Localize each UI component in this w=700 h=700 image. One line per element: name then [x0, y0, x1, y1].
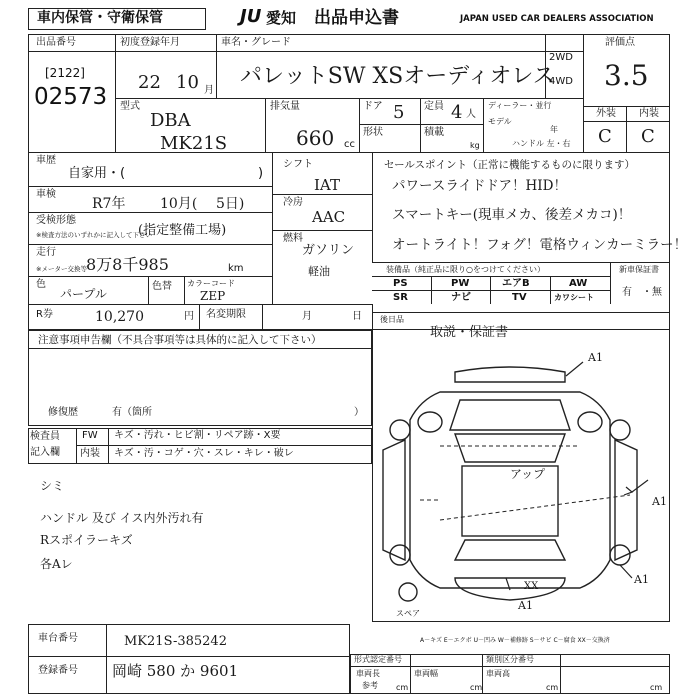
reception-value: (指定整備工場): [138, 223, 227, 238]
repair-value: 有（箇所: [112, 407, 152, 418]
mark-a1-top: A1: [588, 351, 603, 364]
inspector-row2-text: キズ・汚・コゲ・穴・スレ・キレ・破レ: [114, 448, 294, 459]
mark-a1-right: A1: [652, 495, 667, 508]
org-name: 愛知: [266, 9, 297, 27]
spare-label: スペア: [396, 609, 420, 618]
engine-label: 排気量: [270, 101, 300, 112]
repair-label: 修復歴: [48, 407, 78, 418]
lot-label: 出品番号: [36, 37, 76, 48]
exterior-label: 外装: [596, 108, 616, 119]
color-change-label: 色替: [152, 281, 172, 292]
equip-navi: ナビ: [451, 292, 471, 303]
dim-width: 車両幅: [414, 669, 438, 678]
model-code: MK21S: [160, 133, 228, 154]
lot-bracket: [2122]: [45, 66, 85, 80]
lot-number: 02573: [34, 84, 108, 110]
after-install-value: 取説・保証書: [430, 325, 509, 340]
dim-height: 車両高: [486, 669, 510, 678]
registration-year: 22: [138, 72, 161, 93]
fuel-gasoline: ガソリン: [302, 243, 355, 258]
reception-hint: ※検査方法のいずれかに記入して下さい: [36, 231, 152, 239]
mark-up: アップ: [510, 467, 546, 481]
shift-label: シフト: [283, 159, 313, 170]
plate-value: 岡崎 580 か 9601: [112, 662, 239, 680]
load-unit: kg: [470, 141, 480, 150]
dealer-label: ディーラー・並行: [488, 101, 552, 110]
inspection-era: R7年: [92, 196, 126, 212]
color-value: パープル: [60, 287, 107, 301]
equipment-label: 装備品（純正品に限り○をつけてください）: [386, 265, 545, 274]
color-code-label: カラーコード: [187, 279, 235, 288]
fuel-label: 燃料: [283, 233, 303, 244]
drive-2wd: 2WD: [549, 52, 573, 63]
capacity-value: 4: [451, 102, 463, 123]
mileage-label: 走行: [36, 247, 56, 258]
inspector-row1-head: FW: [82, 430, 98, 441]
dim-height-unit: cm: [546, 683, 559, 692]
dealer-model-unit: 年: [550, 125, 558, 134]
engine-value: 660: [296, 126, 335, 150]
doors-label: ドア: [363, 101, 383, 112]
warranty-yes: 有: [622, 287, 632, 298]
exterior-grade: C: [598, 126, 612, 147]
registration-label: 初度登録年月: [120, 37, 180, 48]
equip-ps: PS: [393, 278, 408, 289]
inspector-row2-head: 内装: [80, 448, 100, 459]
mileage-hint: ※メーター交換等: [36, 265, 87, 273]
inspector-label-1: 検査員: [30, 431, 60, 442]
note-line-4: 各Aレ: [40, 557, 73, 571]
ju-logo: JU: [240, 6, 262, 27]
org-english: JAPAN USED CAR DEALERS ASSOCIATION: [460, 14, 654, 24]
cooler-value: AAC: [312, 208, 346, 226]
equip-pw: PW: [451, 278, 470, 289]
car-name-label: 車名・グレード: [221, 37, 291, 48]
form-cert-label: 形式認定番号: [354, 655, 402, 664]
doors-value: 5: [393, 102, 405, 123]
inspection-month: 10月(: [160, 196, 198, 212]
class-no-label: 類別区分番号: [486, 655, 534, 664]
color-label: 色: [36, 279, 46, 290]
mark-a1-lower: A1: [634, 573, 649, 586]
capacity-label: 定員: [424, 101, 444, 112]
mileage-value: 8万8千985: [86, 255, 169, 274]
history-close: ): [258, 166, 264, 181]
dim-ref-1: 参考: [362, 681, 378, 690]
inspector-label-2: 記入欄: [30, 447, 60, 458]
equip-airbag: エアB: [502, 278, 530, 289]
reception-label: 受検形態: [36, 215, 76, 226]
after-install-label: 後日品: [380, 315, 404, 324]
interior-grade: C: [641, 126, 655, 147]
equip-leather: カワシート: [554, 293, 594, 302]
interior-label: 内装: [639, 108, 659, 119]
auction-sheet: 車内保管・守衛保管 JU 愛知 出品申込書 JAPAN USED CAR DEALERS ASSOCIATION 出品番号 [2122] 02573 初度登録年月 22 10 月 車名・グレード パレットSW XSオーディオレス 2WD 4WD 評価点 3.5 外装 内装 C C 型式 DBA MK21S 排気量 660 cc ドア 5 定員 4 人 形状 積載 kg ディーラー・並行 モデル 年 ハンドル 左・右 車歴 自家用・( ) シフト IAT セールスポイント（正常に機能するものに限ります） パワースライドドア！HID！ スマートキー(現車メカ、後差メカコ)！ オートライト！フォグ！電格ウィンカーミラー！ 車検 R7年 10月( 5日) 冷房 AAC 受検形態 ※検査方法のいずれかに記入して下さい (指定整備工場) 燃料 ガソリン 軽油 走行 8万8千985 km ※メーター交換等 装備品（純正品に限り○をつけてください） 新車保証書 有 無 ・ PS PW エアB AW SR ナビ TV カワシート 色 パープル 色替 カラーコード ZEP R券 10,270 円 名変期限 月 日 後日品 取説・保証書 注意事項申告欄（不具合事項等は具体的に記入して下さい） 修復歴 有（箇所 ） 検査員 記入欄 FW キズ・汚れ・ヒビ割・リペア跡・X要 内装 キズ・汚・コゲ・穴・スレ・キレ・破レ シミ ハンドル 及び イス内外汚れ有 Rスポイラーキズ 各Aレ A1 A1 A1 A1 XX アップ スペア A－キズ E－エクボ U－凹み W－補修跡 S－サビ C－腐食 XX－交換済 車台番号 MK21S-385242 登録番号 岡崎 580 か 9601 形式認定番号 類別区分番号 車両長 参考 cm 車両幅 cm 車両高 cm cm: [0, 0, 700, 700]
model-prefix: DBA: [150, 110, 191, 131]
damage-legend: A－キズ E－エクボ U－凹み W－補修跡 S－サビ C－腐食 XX－交換済: [420, 637, 610, 644]
shift-value: IAT: [314, 176, 340, 194]
fuel-diesel: 軽油: [308, 265, 330, 278]
recycle-value: 10,270: [95, 309, 144, 325]
mark-xx: XX: [524, 581, 539, 592]
capacity-unit: 人: [466, 109, 476, 120]
note-line-2: ハンドル 及び イス内外汚れ有: [40, 511, 204, 525]
shape-label: 形状: [363, 127, 383, 138]
dim-width-unit: cm: [470, 683, 483, 692]
load-label: 積載: [424, 127, 444, 138]
name-change-label: 名変期限: [206, 309, 246, 320]
inspection-day: 5日): [216, 196, 245, 212]
storage-label: 車内保管・守衛保管: [37, 10, 163, 26]
recycle-unit: 円: [184, 311, 194, 322]
name-change-day: 日: [352, 311, 362, 322]
warranty-label: 新車保証書: [619, 265, 659, 274]
registration-month-unit: 月: [204, 85, 214, 96]
chassis-value: MK21S-385242: [124, 634, 227, 649]
form-title: 出品申込書: [314, 8, 399, 28]
drive-4wd: 4WD: [549, 76, 573, 87]
plate-label: 登録番号: [38, 665, 78, 676]
color-code: ZEP: [200, 289, 226, 303]
equip-tv: TV: [512, 292, 527, 303]
inspector-row1-text: キズ・汚れ・ヒビ割・リペア跡・X要: [114, 430, 281, 441]
sales-points-label: セールスポイント（正常に機能するものに限ります）: [384, 159, 636, 171]
sales-point-1: パワースライドドア！HID！: [392, 178, 567, 194]
model-label: 型式: [120, 101, 140, 112]
dim-length-unit: cm: [396, 683, 409, 692]
note-line-3: Rスポイラーキズ: [40, 533, 133, 547]
chassis-label: 車台番号: [38, 633, 78, 644]
dim-bottom-unit: cm: [650, 683, 663, 692]
rating-score: 3.5: [604, 59, 649, 92]
mark-a1-rear: A1: [518, 599, 533, 612]
mileage-unit: km: [228, 263, 244, 274]
rating-label: 評価点: [605, 37, 635, 48]
recycle-label: R券: [36, 309, 53, 320]
handle-label: ハンドル 左・右: [512, 139, 571, 148]
notes-label: 注意事項申告欄（不具合事項等は具体的に記入して下さい）: [38, 334, 322, 346]
engine-unit: cc: [344, 139, 355, 150]
name-change-month: 月: [302, 311, 312, 322]
warranty-no: 無: [652, 287, 662, 298]
dealer-model-label: モデル: [488, 117, 512, 126]
sales-point-3: オートライト！フォグ！電格ウィンカーミラー！: [392, 237, 688, 253]
inspection-label: 車検: [36, 189, 56, 200]
equip-sr: SR: [393, 292, 408, 303]
equip-aw: AW: [569, 278, 588, 289]
history-value: 自家用・(: [68, 166, 126, 181]
history-label: 車歴: [36, 155, 56, 166]
sales-point-2: スマートキー(現車メカ、後差メカコ)！: [392, 207, 632, 223]
cooler-label: 冷房: [283, 197, 303, 208]
dim-length: 車両長: [356, 669, 380, 678]
registration-month: 10: [176, 72, 199, 93]
note-line-1: シミ: [40, 479, 65, 493]
car-name: パレットSW XSオーディオレス: [240, 64, 555, 89]
